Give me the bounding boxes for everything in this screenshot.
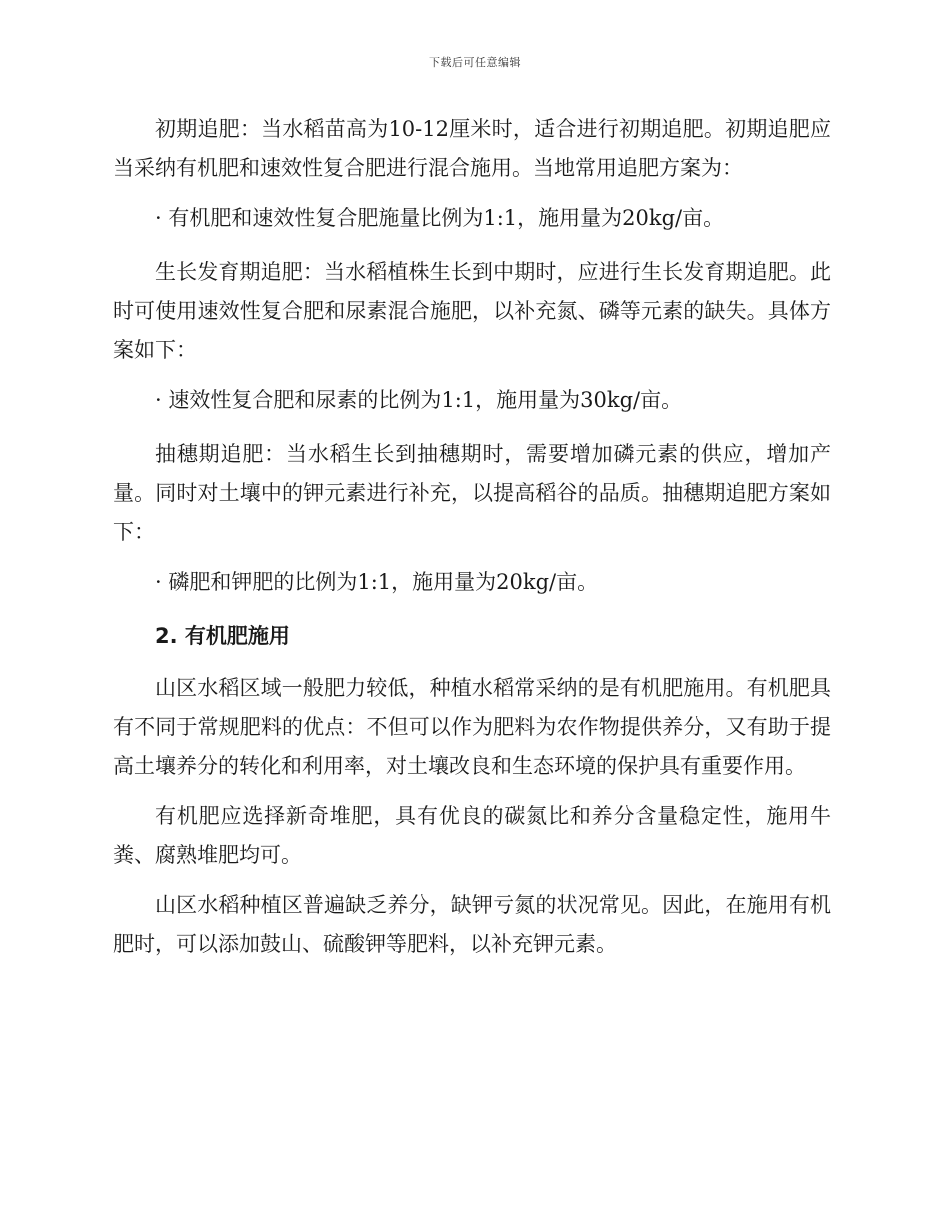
paragraph-organic-selection: 有机肥应选择新奇堆肥，具有优良的碳氮比和养分含量稳定性，施用牛粪、腐熟堆肥均可。: [113, 804, 831, 867]
section-heading-organic-fertilizer: 2. 有机肥施用: [155, 624, 290, 648]
paragraph-organic-benefits: 山区水稻区域一般肥力较低，种植水稻常采纳的是有机肥施用。有机肥具有不同于常规肥料的优点：不但可以作为肥料为农作物提供养分，又有助于提高土壤养分的转化和利用率，对土壤改良和生态环境的保护具有重要作用。: [113, 676, 831, 778]
paragraph-heading-stage-topdressing: 抽穗期追肥：当水稻生长到抽穗期时，需要增加磷元素的供应，增加产量。同时对土壤中的钾元素进行补充，以提高稻谷的品质。抽穗期追肥方案如下：: [113, 442, 831, 544]
paragraph-growth-topdressing: 生长发育期追肥：当水稻植株生长到中期时，应进行生长发育期追肥。此时可使用速效性复合肥和尿素混合施肥，以补充氮、磷等元素的缺失。具体方案如下：: [113, 260, 831, 362]
document-body: [113, 110, 831, 975]
bullet-initial-ratio: · 有机肥和速效性复合肥施量比例为1:1，施用量为20kg/亩。: [155, 206, 725, 230]
header-note: 下载后可任意编辑: [429, 56, 521, 69]
paragraph-initial-topdressing: 初期追肥：当水稻苗高为10-12厘米时，适合进行初期追肥。初期追肥应当采纳有机肥和速效性复合肥进行混合施用。当地常用追肥方案为：: [113, 117, 831, 180]
bullet-heading-stage-ratio: · 磷肥和钾肥的比例为1:1，施用量为20kg/亩。: [155, 570, 599, 594]
bullet-growth-ratio: · 速效性复合肥和尿素的比例为1:1，施用量为30kg/亩。: [155, 388, 683, 412]
paragraph-potassium-supplement: 山区水稻种植区普遍缺乏养分，缺钾亏氮的状况常见。因此，在施用有机肥时，可以添加鼓山、硫酸钾等肥料，以补充钾元素。: [113, 893, 831, 956]
